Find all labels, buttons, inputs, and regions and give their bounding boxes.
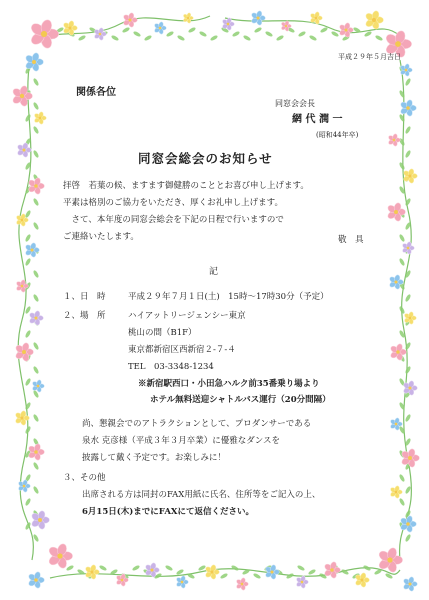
leaf-icon (32, 462, 39, 471)
venue-room: 桃山の間（B1F） (128, 328, 197, 338)
flower-icon (34, 111, 47, 124)
leaf-icon (32, 222, 39, 231)
attraction-line-3: 披露して戴く予定です。お楽しみに！ (82, 453, 226, 463)
flower-icon (403, 168, 418, 184)
venue-name: ハイアットリージェンシー東京 (128, 311, 246, 321)
flower-icon (402, 241, 415, 254)
flower-icon (324, 561, 341, 579)
leaf-icon (398, 90, 405, 99)
leaf-icon (404, 78, 411, 87)
attraction-line-1: 尚、懇親会でのアトラクションとして、プロダンサーである (82, 419, 312, 429)
flower-icon (390, 485, 403, 498)
flower-icon (236, 577, 249, 590)
shuttle-note-1: ※新宿駅西口・小田急ハルク前35番乗り場より (138, 379, 320, 389)
greeting-line-4: ご連絡いたします。 (63, 232, 139, 242)
flower-icon (11, 85, 32, 107)
leaf-icon (32, 126, 39, 135)
flower-icon (364, 10, 383, 30)
leaf-icon (32, 270, 39, 279)
document-date: 平成２９年５月吉日 (338, 53, 401, 61)
leaf-icon (24, 330, 31, 339)
leaf-icon (133, 30, 142, 37)
flower-icon (32, 379, 45, 392)
leaf-icon (231, 564, 240, 571)
flower-icon (17, 142, 32, 158)
leaf-icon (243, 34, 252, 41)
leaf-icon (32, 366, 39, 375)
flower-icon (154, 21, 167, 34)
leaf-icon (32, 342, 39, 351)
leaf-icon (177, 34, 186, 41)
closing: 敬 具 (338, 235, 364, 245)
flower-icon (403, 576, 418, 592)
leaf-icon (276, 34, 285, 41)
leaf-icon (404, 414, 411, 423)
flower-icon (85, 564, 100, 580)
greeting-line-3: さて、本年度の同窓会総会を下記の日程で行いますので (63, 215, 284, 225)
venue-address: 東京都新宿区西新宿２-７-４ (128, 345, 236, 355)
leaf-icon (122, 26, 131, 33)
flower-icon (404, 311, 417, 324)
leaf-icon (32, 78, 39, 87)
page-title: 同窓会総会のお知らせ (138, 151, 273, 166)
flower-icon (388, 133, 401, 146)
flower-icon (29, 310, 44, 326)
flower-icon (94, 27, 107, 40)
leaf-icon (253, 572, 262, 579)
leaf-icon (398, 258, 405, 267)
leaf-icon (199, 30, 208, 37)
flower-icon (28, 571, 45, 589)
leaf-icon (24, 258, 31, 267)
leaf-icon (32, 102, 39, 111)
flower-icon (47, 543, 72, 570)
flower-icon (18, 479, 31, 492)
item-date-label: １、日 時 (63, 292, 106, 302)
leaf-icon (254, 26, 263, 33)
leaf-icon (32, 414, 39, 423)
flower-icon (28, 177, 45, 195)
leaf-icon (404, 534, 411, 543)
leaf-icon (24, 378, 31, 387)
flower-icon (339, 22, 354, 38)
flower-icon (183, 12, 194, 23)
addressee: 関係各位 (76, 87, 116, 98)
leaf-icon (188, 26, 197, 33)
leaf-icon (32, 294, 39, 303)
leaf-icon (398, 114, 405, 123)
leaf-icon (398, 234, 405, 243)
flower-icon (386, 202, 405, 222)
leaf-icon (308, 568, 317, 575)
leaf-icon (132, 564, 141, 571)
leaf-icon (404, 126, 411, 135)
leaf-icon (165, 564, 174, 571)
leaf-icon (66, 564, 75, 571)
leaf-icon (24, 234, 31, 243)
ki-marker: 記 (209, 267, 219, 277)
venue-tel: TEL 03-3348-1234 (128, 362, 214, 372)
flower-icon (30, 510, 49, 530)
leaf-icon (309, 34, 318, 41)
shuttle-note-2: ホテル無料送迎シャトルバス運行（20分間隔） (150, 395, 331, 405)
flower-icon (14, 342, 33, 362)
flower-icon (176, 575, 189, 588)
leaf-icon (32, 150, 39, 159)
leaf-icon (265, 30, 274, 37)
leaf-icon (398, 498, 405, 507)
other-line-1: 出席される方は同封のFAX用紙に氏名、住所等をご記入の上、 (82, 490, 321, 500)
greeting-line-2: 平素は格別のご協力をいただき、厚くお礼申し上げます。 (63, 198, 283, 208)
leaf-icon (297, 564, 306, 571)
greeting-line-1: 拝啓 若葉の候、ますます御健勝のこととお喜び申し上げます。 (63, 181, 309, 191)
attraction-line-2: 泉水 克彦様（平成３年３月卒業）に優雅なダンスを (82, 436, 281, 446)
leaf-icon (404, 150, 411, 159)
item-date-value: 平成２９年７月１日(土) 15時～17時30分（予定） (128, 292, 329, 302)
sender-note: (昭和44年卒) (316, 131, 359, 139)
leaf-icon (375, 34, 384, 41)
other-line-2: 6月15日(木)までにFAXにて返信ください。 (82, 507, 255, 517)
leaf-icon (166, 30, 175, 37)
sender-name: 網 代 潤 一 (292, 114, 343, 125)
flower-icon (123, 12, 138, 28)
item-venue-label: ２、場 所 (63, 311, 106, 321)
flower-icon (400, 448, 419, 468)
leaf-icon (78, 34, 87, 41)
leaf-icon (24, 210, 31, 219)
leaf-icon (32, 486, 39, 495)
leaf-icon (32, 198, 39, 207)
flower-icon (296, 575, 309, 588)
leaf-icon (24, 114, 31, 123)
flower-icon (400, 99, 417, 117)
leaf-icon (24, 498, 31, 507)
leaf-icon (398, 474, 405, 483)
leaf-icon (111, 34, 120, 41)
leaf-icon (320, 26, 329, 33)
leaf-icon (210, 34, 219, 41)
leaf-icon (220, 572, 229, 579)
leaf-icon (232, 30, 241, 37)
sender-role: 同窓会会長 (275, 99, 315, 108)
item-other-label: ３、その他 (63, 473, 106, 483)
flower-icon (25, 242, 40, 258)
flower-icon (205, 564, 220, 580)
leaf-icon (398, 162, 405, 171)
leaf-icon (298, 30, 307, 37)
leaf-icon (404, 486, 411, 495)
flower-icon (29, 18, 59, 49)
leaf-icon (144, 34, 153, 41)
flower-icon (251, 10, 266, 26)
leaf-icon (404, 366, 411, 375)
leaf-icon (99, 564, 108, 571)
leaf-icon (404, 294, 411, 303)
